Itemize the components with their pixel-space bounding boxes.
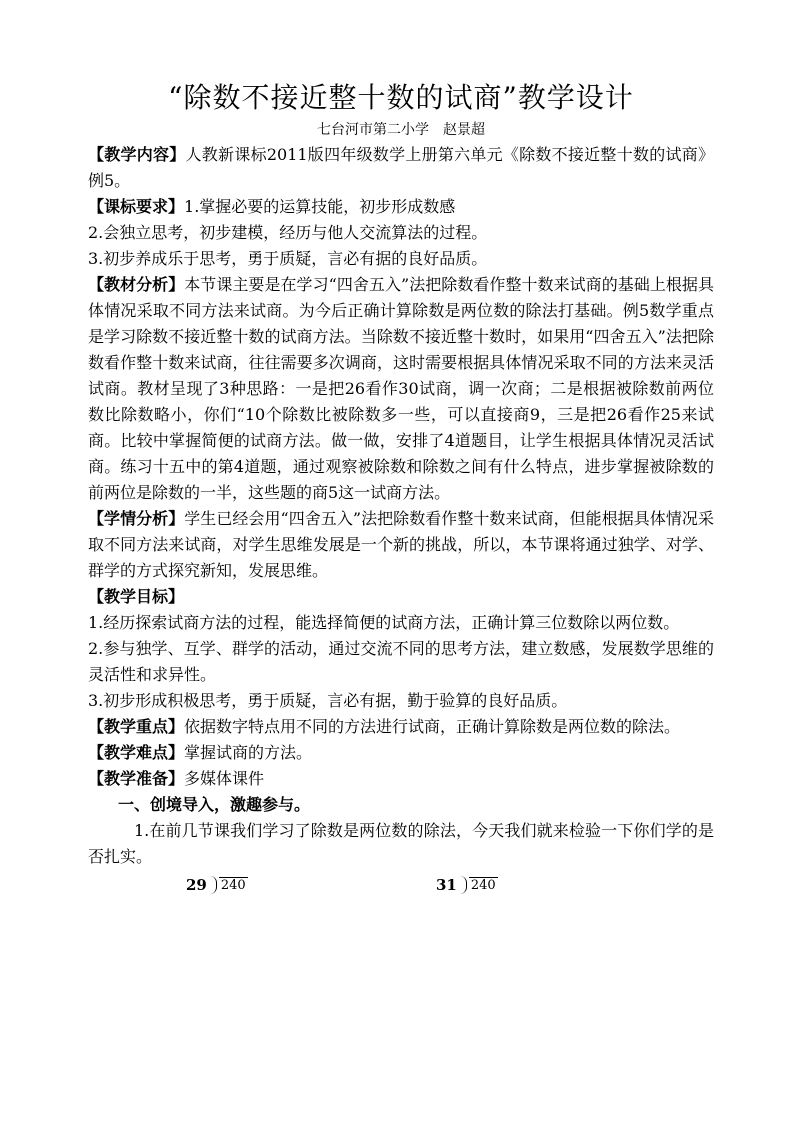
section-text: 1.掌握必要的运算技能，初步形成数感 [184, 197, 456, 216]
long-division-1 [186, 876, 248, 894]
dividend: 240 [470, 877, 496, 893]
section-difficulties [88, 740, 714, 766]
division-exercises [88, 870, 714, 900]
step-text: 1.在前几节课我们学习了除数是两位数的除法，今天我们就来检验一下你们学的是否扎实。 [88, 821, 714, 866]
section-label: 【教学内容】 [88, 145, 186, 164]
section-standards [88, 194, 714, 220]
section-material-analysis [88, 272, 714, 506]
section-label: 【教学目标】 [88, 587, 185, 606]
author-school: 七台河市第二小学 [317, 122, 429, 138]
section-text: 本节课主要是在学习“四舍五入”法把除数看作整十数来试商的基础上根据具体情况采取不同方法来试商。为今后正确计算除数是两位数的除法打基础。例5数学重点是学习除数不接近整十数的试商方法。当除数不接近整十数时，如果用“四舍五入”法把除数看作整十数来试商，往往需要多次调商，这时需要根据具体情况采取不同的方法来灵活试商。教材呈现了3种思路：一是把26看作30试商，调一次商；二是根据被除数前两位数比除数略小，你们“10个除数比被除数多一些，可以直接商9，三是把26看作25来试商。比较中掌握简便的试商方法。做一做，安排了4道题目，让学生根据具体情况灵活试商。练习十五中的第4道题，通过观察被除数和除数之间有什么特点，进步掌握被除数的前两位是除数的一半，这些题的商5这一试商方法。 [88, 275, 714, 502]
division-bracket-icon [210, 876, 217, 894]
section-key-points [88, 714, 714, 740]
document-page [88, 78, 714, 900]
author-name: 赵景超 [443, 122, 485, 138]
division-bracket-icon [460, 876, 467, 894]
section-text: 多媒体课件 [184, 769, 265, 788]
divisor: 29 [186, 876, 207, 894]
section-text: 学生已经会用“四舍五入”法把除数看作整十数来试商，但能根据具体情况采取不同方法来试商，对学生思维发展是一个新的挑战，所以，本节课将通过独学、对学、群学的方式探究新知，发展思维。 [88, 509, 714, 580]
objective-item: 1.经历探索试商方法的过程，能选择简便的试商方法，正确计算三位数除以两位数。 [88, 613, 680, 632]
divisor: 31 [436, 876, 457, 894]
section-label: 【学情分析】 [88, 509, 185, 528]
long-division-2 [436, 876, 498, 894]
section-student-analysis [88, 506, 714, 584]
document-title: “除数不接近整十数的试商”教学设计 [168, 81, 634, 114]
section-text: 依据数字特点用不同的方法进行试商，正确计算除数是两位数的除法。 [184, 717, 681, 736]
section-label: 【课标要求】 [88, 197, 185, 216]
objective-item: 2.参与独学、互学、群学的活动，通过交流不同的思考方法，建立数感，发展数学思维的灵活性和求异性。 [88, 639, 714, 684]
author-line [88, 120, 714, 140]
section-label: 【教学重点】 [88, 717, 185, 736]
section-preparation [88, 766, 714, 792]
section-objectives [88, 584, 714, 610]
standards-item: 3.初步养成乐于思考，勇于质疑，言必有据的良好品质。 [88, 249, 488, 268]
section-label: 【教学准备】 [88, 769, 185, 788]
section-text: 人教新课标2011版四年级数学上册第六单元《除数不接近整十数的试商》例5。 [88, 145, 714, 190]
section-content [88, 142, 714, 194]
objective-item: 3.初步形成积极思考，勇于质疑，言必有据，勤于验算的良好品质。 [88, 691, 568, 710]
standards-item: 2.会独立思考，初步建模，经历与他人交流算法的过程。 [88, 223, 488, 242]
section-text: 掌握试商的方法。 [184, 743, 313, 762]
section-label: 【教学难点】 [88, 743, 185, 762]
step-heading: 一、创境导入，激趣参与。 [118, 795, 311, 814]
dividend: 240 [220, 877, 246, 893]
section-label: 【教材分析】 [88, 275, 185, 294]
